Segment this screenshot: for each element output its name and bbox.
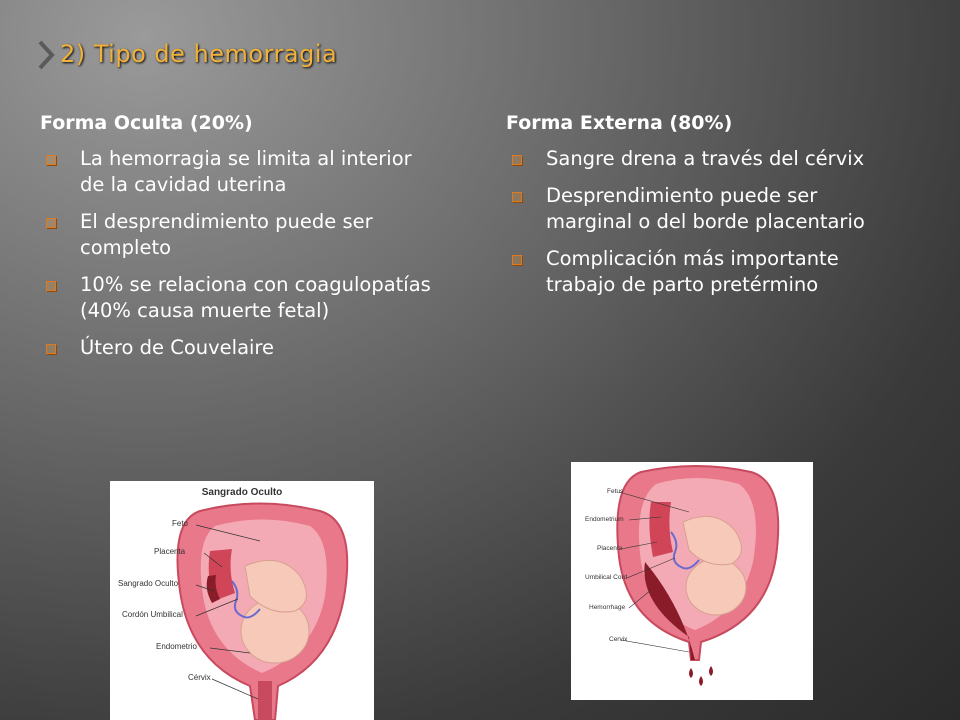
figure-label: Umbilical Cord (585, 574, 628, 581)
right-heading: Forma Externa (80%) (506, 112, 733, 134)
figure-label: Endometrio (156, 642, 197, 651)
figure-label: Cordón Umbilical (122, 610, 183, 619)
concealed-hemorrhage-figure (110, 481, 374, 720)
bullet-text: La hemorragia se limita al interior de la cavidad uterina (80, 147, 412, 196)
figure-label: Cervix (609, 636, 628, 643)
uterus-illustration (110, 481, 374, 720)
bullet-text: Complicación más importante trabajo de parto pretérmino (546, 247, 839, 296)
bullet-icon (512, 192, 522, 202)
bullet-text: Útero de Couvelaire (80, 336, 275, 359)
figure-title: Sangrado Oculto (201, 487, 283, 498)
slide-title: 2) Tipo de hemorragia (60, 40, 338, 68)
bullet-icon (46, 281, 56, 291)
left-bullet (40, 335, 440, 361)
figure-label: Sangrado Oculto (118, 579, 179, 588)
right-bullet (506, 246, 876, 298)
figure-label: Cérvix (188, 673, 211, 682)
uterus-illustration (571, 462, 813, 700)
bullet-icon (512, 255, 522, 265)
bullet-text: Desprendimiento puede ser marginal o del borde placentario (546, 184, 865, 233)
figure-label: Fetus (607, 488, 624, 495)
bullet-icon (46, 218, 56, 228)
left-bullet (40, 146, 440, 198)
left-bullet (40, 209, 440, 261)
bullet-text: El desprendimiento puede ser completo (80, 210, 373, 259)
figure-label: Placenta (154, 547, 186, 556)
bullet-icon (46, 155, 56, 165)
chevron-icon (38, 40, 56, 70)
bullet-text: Sangre drena a través del cérvix (546, 147, 865, 170)
right-bullet (506, 146, 876, 172)
figure-label: Feto (172, 519, 189, 528)
left-column (40, 112, 440, 372)
bullet-icon (512, 155, 522, 165)
left-bullet (40, 272, 440, 324)
left-heading: Forma Oculta (20%) (40, 112, 253, 134)
figure-label: Hemorrhage (589, 604, 626, 611)
right-bullet (506, 183, 876, 235)
external-hemorrhage-figure (571, 462, 813, 700)
figure-label: Endometrium (585, 516, 624, 523)
bullet-text: 10% se relaciona con coagulopatías (40% causa muerte fetal) (80, 273, 431, 322)
right-column (506, 112, 876, 309)
bullet-icon (46, 344, 56, 354)
figure-label: Placenta (597, 545, 623, 552)
